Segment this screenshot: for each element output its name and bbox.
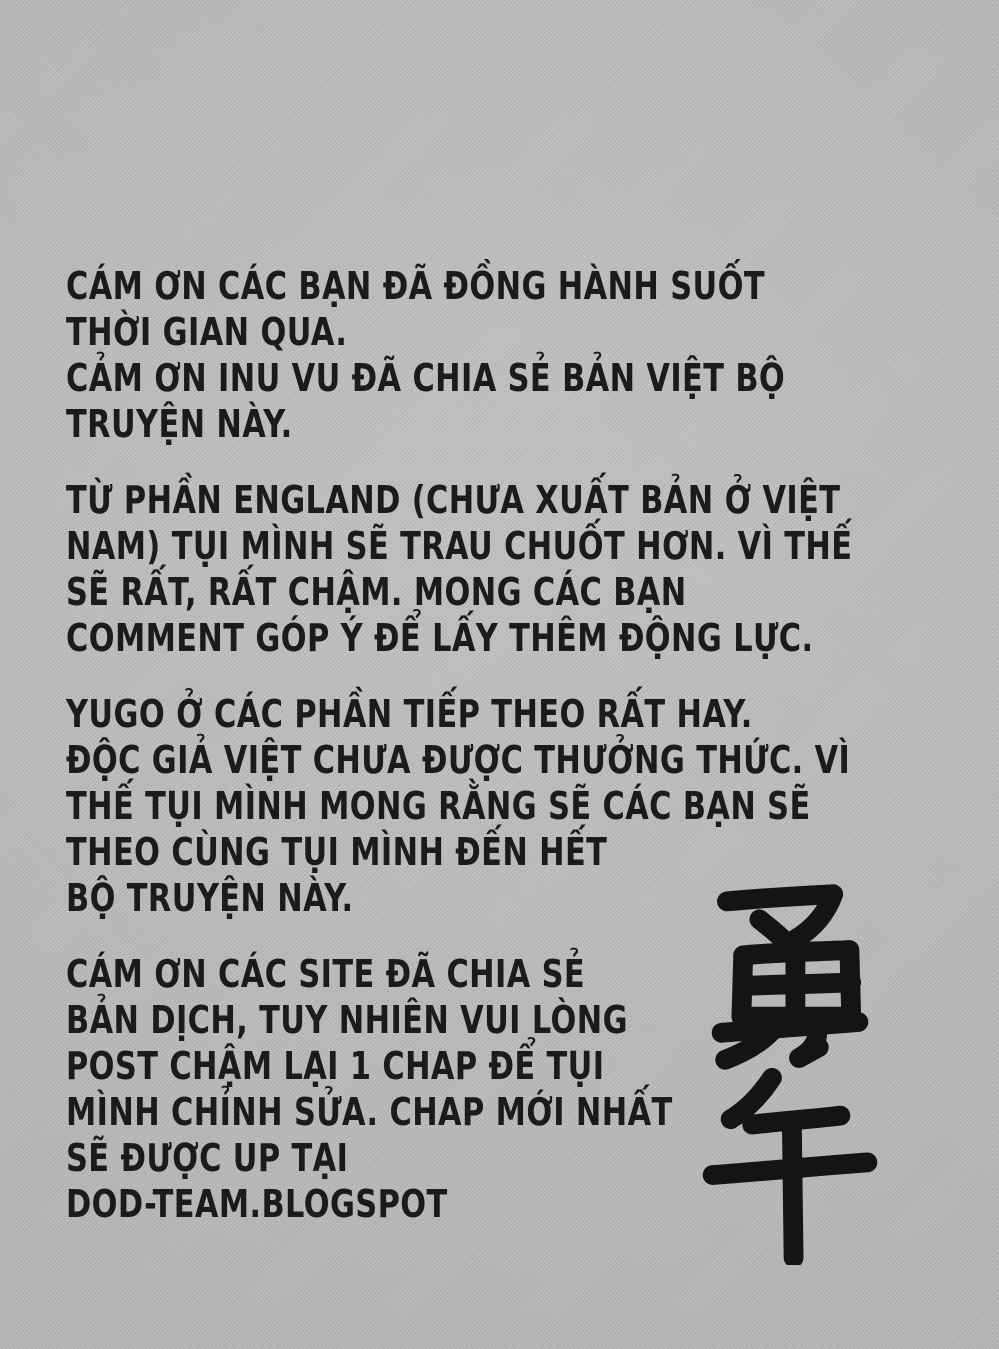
text-line: SẼ RẤT, RẤT CHẬM. MONG CÁC BẠN	[66, 570, 687, 614]
text-line: POST CHẬM LẠI 1 CHAP ĐỂ TỤI	[66, 1044, 605, 1088]
text-line: CẢM ƠN INU VU ĐÃ CHIA SẺ BẢN VIỆT BỘ	[66, 356, 786, 400]
yugo-kanji-calligraphy	[700, 878, 880, 1265]
text-line: CÁM ƠN CÁC SITE ĐÃ CHIA SẺ	[66, 952, 586, 996]
paragraph-england-part	[66, 477, 994, 661]
text-line: DOD-TEAM.BLOGSPOT	[66, 1182, 448, 1226]
text-line: MÌNH CHỈNH SỬA. CHAP MỚI NHẤT	[66, 1090, 673, 1134]
kanji-yuu	[722, 894, 859, 1060]
text-line: CÁM ƠN CÁC BẠN ĐÃ ĐỒNG HÀNH SUỐT	[66, 264, 765, 308]
paragraph-thanks-readers	[66, 263, 994, 447]
text-line: THỜI GIAN QUA.	[66, 310, 348, 354]
text-line: SẼ ĐƯỢC UP TẠI	[66, 1136, 349, 1180]
text-line: YUGO Ở CÁC PHẦN TIẾP THEO RẤT HAY.	[66, 692, 753, 736]
text-line: NAM) TỤI MÌNH SẼ TRAU CHUỐT HƠN. VÌ THẾ	[66, 524, 853, 568]
text-line: THEO CÙNG TỤI MÌNH ĐẾN HẾT	[66, 830, 608, 874]
text-line: ĐỘC GIẢ VIỆT CHƯA ĐƯỢC THƯỞNG THỨC. VÌ	[66, 738, 851, 782]
text-line: TRUYỆN NÀY.	[66, 402, 293, 446]
text-line: COMMENT GÓP Ý ĐỂ LẤY THÊM ĐỘNG LỰC.	[66, 616, 814, 660]
text-line: TỪ PHẦN ENGLAND (CHƯA XUẤT BẢN Ở VIỆT	[66, 478, 841, 522]
text-line: BẢN DỊCH, TUY NHIÊN VUI LÒNG	[66, 998, 628, 1042]
kanji-go	[713, 1078, 868, 1258]
text-line: THẾ TỤI MÌNH MONG RẰNG SẼ CÁC BẠN SẼ	[66, 784, 811, 828]
text-line: BỘ TRUYỆN NÀY.	[66, 876, 354, 920]
